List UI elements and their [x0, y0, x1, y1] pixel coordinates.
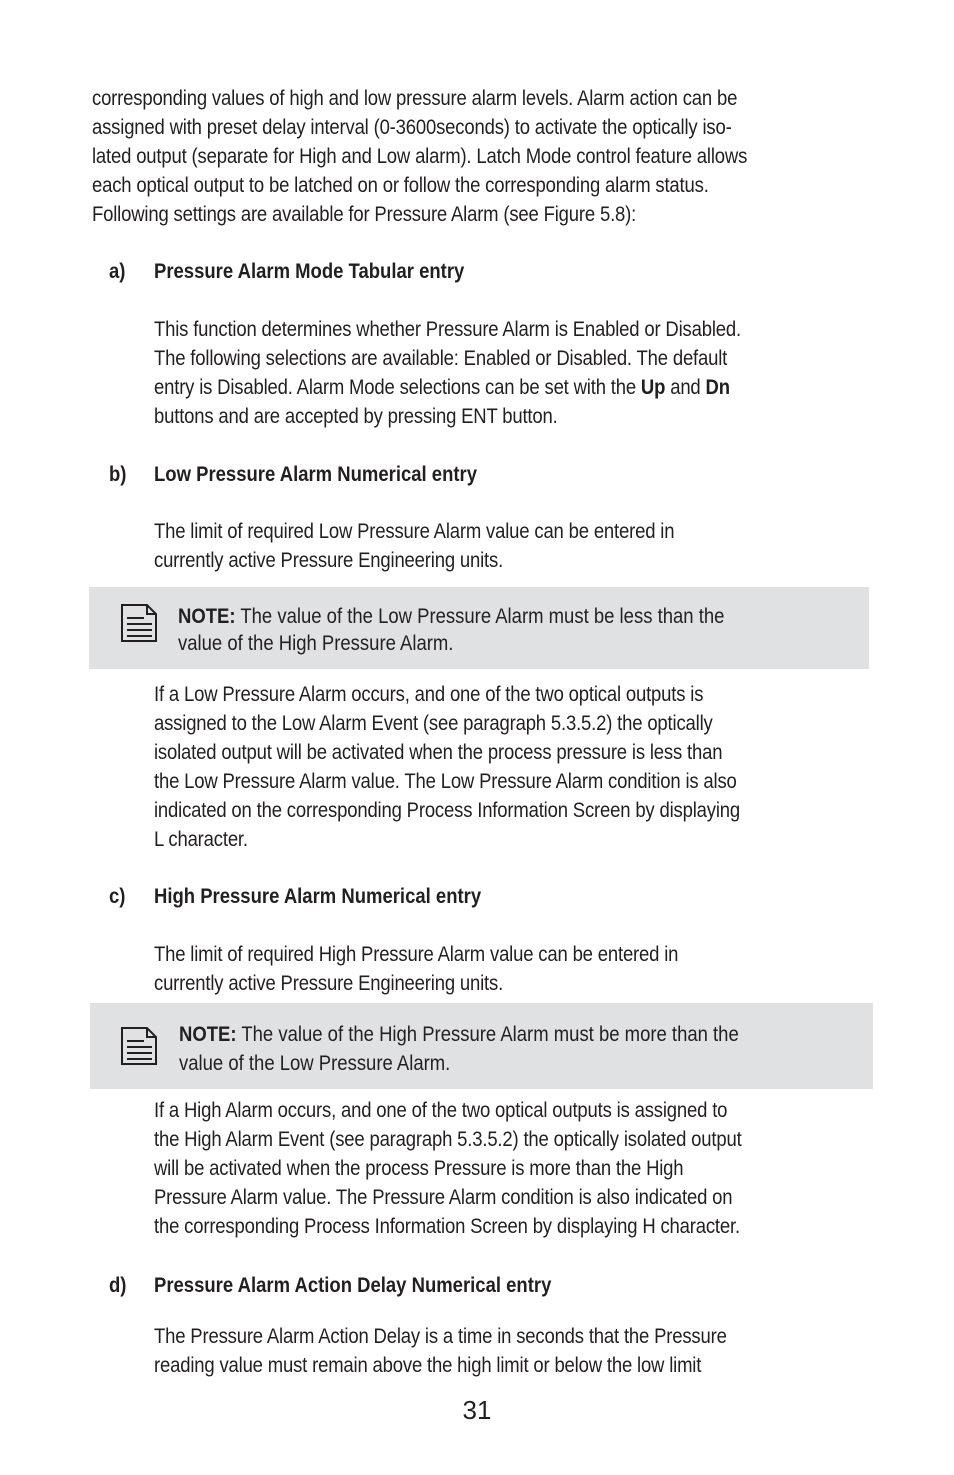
dn-button-ref: Dn: [705, 375, 730, 399]
body-line: The limit of required Low Pressure Alarm value can be entered in: [154, 519, 675, 543]
note-label: NOTE:: [179, 1022, 237, 1046]
intro-line: each optical output to be latched on or follow the corresponding alarm status.: [92, 173, 709, 197]
body-line: indicated on the corresponding Process Information Screen by displaying: [154, 798, 740, 822]
body-line: L character.: [154, 827, 248, 851]
body-line: assigned to the Low Alarm Event (see paragraph 5.3.5.2) the optically: [154, 711, 713, 735]
section-a-title: Pressure Alarm Mode Tabular entry: [154, 259, 465, 283]
section-b-body: [154, 517, 674, 575]
note-document-icon: [120, 1026, 158, 1066]
note-line: value of the High Pressure Alarm.: [178, 631, 454, 655]
note-line: [179, 1021, 739, 1048]
body-line: buttons and are accepted by pressing ENT button.: [154, 404, 558, 428]
body-text: and: [665, 375, 706, 399]
section-c-letter: c): [109, 884, 126, 908]
body-line: the corresponding Process Information Screen by displaying H character.: [154, 1214, 740, 1238]
section-c-after: [154, 1096, 742, 1241]
body-line: The Pressure Alarm Action Delay is a time in seconds that the Pressure: [154, 1324, 727, 1348]
body-line: The following selections are available: Enabled or Disabled. The default: [154, 346, 728, 370]
note-line: [178, 603, 724, 630]
body-line: currently active Pressure Engineering units.: [154, 971, 504, 995]
body-line: the Low Pressure Alarm value. The Low Pressure Alarm condition is also: [154, 769, 737, 793]
body-line: Pressure Alarm value. The Pressure Alarm condition is also indicated on: [154, 1185, 733, 1209]
intro-line: corresponding values of high and low pressure alarm levels. Alarm action can be: [92, 86, 738, 110]
body-line: the High Alarm Event (see paragraph 5.3.5.2) the optically isolated output: [154, 1127, 742, 1151]
intro-line: lated output (separate for High and Low alarm). Latch Mode control feature allows: [92, 144, 748, 168]
page-number: 31: [462, 1395, 492, 1425]
section-b-after: [154, 680, 740, 854]
section-c-body: [154, 940, 678, 998]
section-a-letter: a): [109, 259, 126, 283]
section-d-title: Pressure Alarm Action Delay Numerical entry: [154, 1273, 552, 1297]
body-line: If a Low Pressure Alarm occurs, and one of the two optical outputs is: [154, 682, 704, 706]
body-line: The limit of required High Pressure Alarm value can be entered in: [154, 942, 679, 966]
note-body: The value of the High Pressure Alarm must be more than the: [236, 1022, 739, 1046]
note-document-icon: [120, 603, 158, 643]
note-body: The value of the Low Pressure Alarm must be less than the: [235, 604, 725, 628]
note-label: NOTE:: [178, 604, 236, 628]
note-text-high: [179, 1021, 739, 1077]
body-line: isolated output will be activated when the process pressure is less than: [154, 740, 723, 764]
section-d-letter: d): [109, 1273, 127, 1297]
section-b-title: Low Pressure Alarm Numerical entry: [154, 462, 478, 486]
intro-line: Following settings are available for Pressure Alarm (see Figure 5.8):: [92, 202, 637, 226]
body-line: currently active Pressure Engineering units.: [154, 548, 504, 572]
body-line: [154, 373, 741, 402]
section-c-title: High Pressure Alarm Numerical entry: [154, 884, 482, 908]
body-line: If a High Alarm occurs, and one of the two optical outputs is assigned to: [154, 1098, 728, 1122]
note-line: value of the Low Pressure Alarm.: [179, 1051, 451, 1075]
intro-paragraph: [92, 84, 747, 229]
up-button-ref: Up: [640, 375, 666, 399]
body-line: This function determines whether Pressure Alarm is Enabled or Disabled.: [154, 317, 741, 341]
intro-line: assigned with preset delay interval (0-3600seconds) to activate the optically iso-: [92, 115, 732, 139]
body-line: will be activated when the process Pressure is more than the High: [154, 1156, 684, 1180]
body-line: reading value must remain above the high limit or below the low limit: [154, 1353, 702, 1377]
section-d-body: [154, 1322, 727, 1380]
note-text-low: [178, 603, 724, 657]
section-a-body: [154, 315, 741, 431]
body-text: entry is Disabled. Alarm Mode selections can be set with the: [154, 375, 641, 399]
section-b-letter: b): [109, 462, 127, 486]
